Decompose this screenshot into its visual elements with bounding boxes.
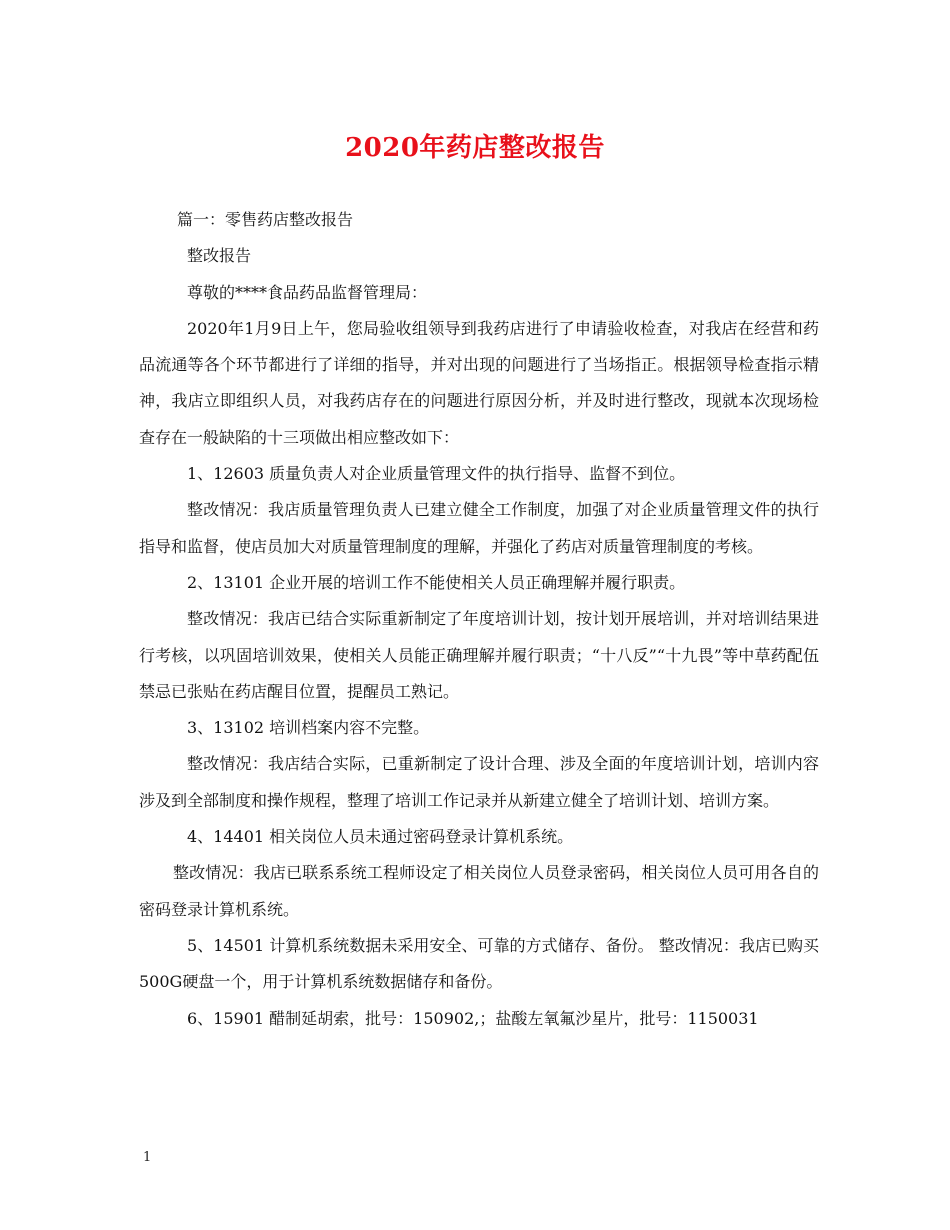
document-body (139, 202, 819, 1037)
paragraph-item-5: 5、14501 计算机系统数据未采用安全、可靠的方式储存、备份。 整改情况：我店已购买500G硬盘一个，用于计算机系统数据储存和备份。 (139, 935, 819, 992)
paragraph-fix-1: 整改情况：我店质量管理负责人已建立健全工作制度，加强了对企业质量管理文件的执行指导和监督，使店员加大对质量管理制度的理解，并强化了药店对质量管理制度的考核。 (139, 500, 819, 556)
paragraph-item-1: 1、12603 质量负责人对企业质量管理文件的执行指导、监督不到位。 (187, 464, 686, 484)
paragraph-item-2: 2、13101 企业开展的培训工作不能使相关人员正确理解并履行职责。 (187, 572, 686, 592)
paragraph-section-heading: 篇一：零售药店整改报告 (177, 210, 354, 229)
paragraph-fix-2: 整改情况：我店已结合实际重新制定了年度培训计划，按计划开展培训，并对培训结果进行考核，以巩固培训效果，使相关人员能正确理解并履行职责；“十八反”“十九畏”等中草药配伍禁忌已张贴在药店醒目位置，提醒员工熟记。 (139, 609, 819, 701)
paragraph-item-6: 6、15901 醋制延胡索，批号：150902,；盐酸左氧氟沙星片，批号：1150031 (187, 1008, 759, 1028)
paragraph-salutation: 尊敬的****食品药品监督管理局： (187, 282, 428, 302)
page-number: 1 (143, 1150, 152, 1165)
paragraph-intro: 2020年1月9日上午，您局验收组领导到我药店进行了申请验收检查，对我店在经营和药品流通等各个环节都进行了详细的指导，并对出现的问题进行了当场指正。根据领导检查指示精神，我店立即组织人员，对我药店存在的问题进行原因分析，并及时进行整改，现就本次现场检查存在一般缺陷的十三项做出相应整改如下： (139, 318, 819, 447)
paragraph-report-heading: 整改报告 (187, 246, 252, 266)
paragraph-fix-4: 整改情况：我店已联系系统工程师设定了相关岗位人员登录密码，相关岗位人员可用各自的密码登录计算机系统。 (139, 863, 819, 919)
document-title: 2020年药店整改报告 (345, 133, 605, 163)
paragraph-item-3: 3、13102 培训档案内容不完整。 (187, 718, 430, 738)
paragraph-item-4: 4、14401 相关岗位人员未通过密码登录计算机系统。 (187, 827, 574, 847)
paragraph-fix-3: 整改情况：我店结合实际，已重新制定了设计合理、涉及全面的年度培训计划，培训内容涉及到全部制度和操作规程，整理了培训工作记录并从新建立健全了培训计划、培训方案。 (139, 754, 819, 810)
